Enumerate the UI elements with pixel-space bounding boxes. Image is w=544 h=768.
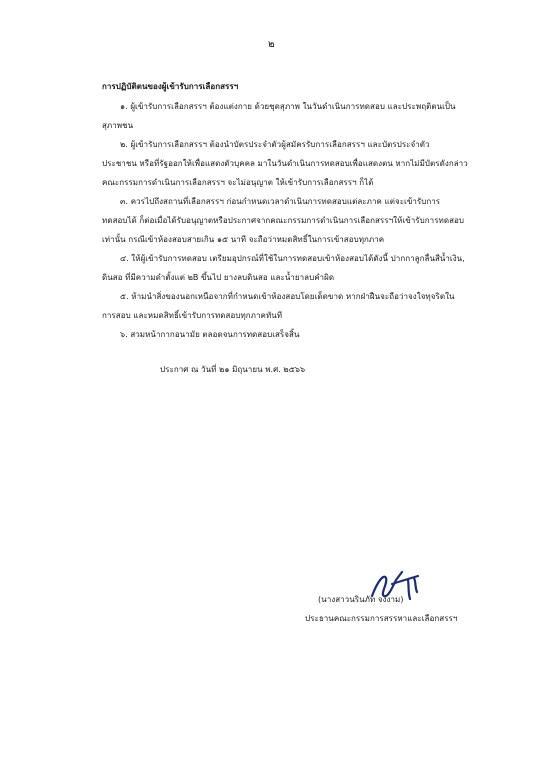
paragraph-1-line-1: ๑. ผู้เข้ารับการเลือกสรรฯ ต้องแต่งกาย ด้วยชุดสุภาพ ในวันดำเนินการทดสอบ และประพฤติตนเป็น — [120, 102, 456, 111]
signer-name: (นางสาวนรินภัท จงงาม) — [318, 595, 404, 604]
paragraph-3-line-3: เท่านั้น กรณีเข้าห้องสอบสายเกิน ๑๕ นาที จะถือว่าหมดสิทธิ์ในการเข้าสอบทุกภาค — [102, 235, 385, 244]
paragraph-3-line-2: ทดสอบได้ ก็ต่อเมื่อได้รับอนุญาตหรือประกาศจากคณะกรรมการดำเนินการเลือกสรรฯให้เข้ารับการทดสอบ — [102, 216, 465, 225]
section-heading: การปฏิบัติตนของผู้เข้ารับการเลือกสรรฯ — [102, 82, 239, 91]
paragraph-2-line-2: ประชาชน หรือที่รัฐออกให้เพื่อแสดงตัวบุคคล มาในวันดำเนินการทดสอบเพื่อแสดงตน หากไม่มีบัตรดังกล่าว — [102, 159, 468, 168]
paragraph-6-line-1: ๖. สวมหน้ากากอนามัย ตลอดจนการทดสอบเสร็จสิ้น — [120, 330, 300, 339]
paragraph-2-line-1: ๒. ผู้เข้ารับการเลือกสรรฯ ต้องนำบัตรประจำตัวผู้สมัครรับการเลือกสรรฯ และบัตรประจำตัว — [120, 140, 430, 149]
paragraph-5-line-1: ๕. ห้ามนำสิ่งของนอกเหนือจากที่กำหนดเข้าห้องสอบโดยเด็ดขาด หากฝ่าฝืนจะถือว่าจงใจทุจริตใน — [120, 292, 455, 301]
page-number: ๒ — [268, 39, 275, 50]
signer-title: ประธานคณะกรรมการสรรหาและเลือกสรรฯ — [305, 614, 458, 623]
paragraph-4-line-2: ดินสอ ที่มีความดำตั้งแต่ ๒B ขึ้นไป ยางลบดินสอ และน้ำยาลบคำผิด — [102, 273, 335, 282]
paragraph-4-line-1: ๔. ให้ผู้เข้ารับการทดสอบ เตรียมอุปกรณ์ที่ใช้ในการทดสอบเข้าห้องสอบได้ดังนี้ ปากกาลูกลื่นสีน้ำเงิน, — [120, 254, 465, 263]
paragraph-2-line-3: คณะกรรมการดำเนินการเลือกสรรฯ จะไม่อนุญาต ให้เข้ารับการเลือกสรรฯ ก็ได้ — [102, 178, 374, 187]
paragraph-3-line-1: ๓. ควรไปถึงสถานที่เลือกสรรฯ ก่อนกำหนดเวลาดำเนินการทดสอบแต่ละภาค แต่จะเข้ารับการ — [120, 197, 441, 206]
announcement-date: ประกาศ ณ วันที่ ๒๑ มิถุนายน พ.ศ. ๒๕๖๖ — [160, 365, 306, 374]
paragraph-1-line-2: สุภาพชน — [102, 121, 134, 130]
paragraph-5-line-2: การสอบ และหมดสิทธิ์เข้ารับการทดสอบทุกภาคทันที — [102, 311, 283, 320]
